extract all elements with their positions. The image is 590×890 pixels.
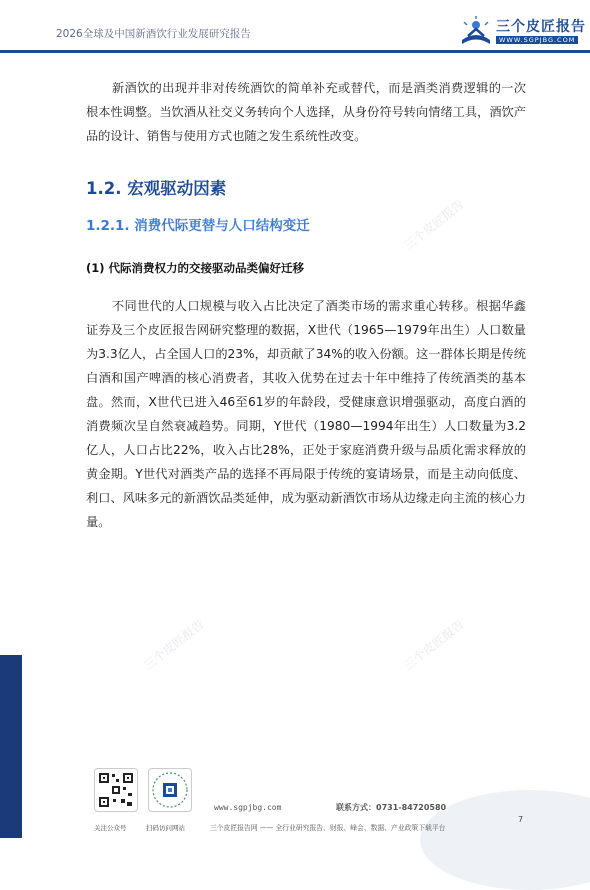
header-title: 2026全球及中国新酒饮行业发展研究报告 (56, 28, 251, 40)
qr-code-icon (149, 769, 191, 811)
qr-label-wechat: 关注公众号 (94, 824, 127, 832)
left-accent-bar (0, 655, 22, 838)
footer-website-link[interactable]: www.sgpjbg.com (214, 803, 282, 812)
watermark: 三个皮匠报告 (141, 617, 207, 673)
logo-url: WWW.SGPJBG.COM (496, 36, 578, 44)
watermark: 三个皮匠报告 (401, 197, 467, 253)
intro-paragraph: 新酒饮的出现并非对传统酒饮的简单补充或替代，而是酒类消费逻辑的一次根本性调整。当饮酒从社交义务转向个人选择，从身份符号转向情绪工具，酒饮产品的设计、销售与使用方式也随之发生系统性改变。 (86, 81, 526, 143)
subsection-heading: 1.2.1. 消费代际更替与人口结构变迁 (86, 218, 310, 234)
page-number: 7 (518, 815, 524, 824)
logo-text: 三个皮匠报告 (496, 19, 586, 35)
subsubsection-heading: (1) 代际消费权力的交接驱动品类偏好迁移 (86, 261, 305, 275)
body-paragraph: 不同世代的人口规模与收入占比决定了酒类市场的需求重心转移。根据华鑫证券及三个皮匠报告网研究整理的数据，X世代（1965—1979年出生）人口数量为3.3亿人，占全国人口的23%，却贡献了34%的收入份额。这一群体长期是传统白酒和国产啤酒的核心消费者，其收入优势在过去十年中维持了传统酒类的基本盘。然而，X世代已进入46至61岁的年龄段，受健康意识增强驱动，高度白酒的消费频次呈自然衰减趋势。同期，Y世代（1980—1994年出生）人口数量为3.2亿人，人口占比22%，收入占比28%，正处于家庭消费升级与品质化需求释放的黄金期。Y世代对酒类产品的选择不再局限于传统的宴请场景，而是主动向低度、利口、风味多元的新酒饮品类延伸，成为驱动新酒饮市场从边缘走向主流的核心力量。 (86, 299, 526, 529)
qr-code-wechat[interactable] (94, 768, 138, 812)
qr-code-icon (95, 769, 137, 811)
header-divider (0, 50, 590, 53)
qr-code-website[interactable] (148, 768, 192, 812)
logo-icon (458, 16, 494, 48)
footer-contact: 联系方式：0731-84720580 (336, 803, 447, 812)
section-heading: 1.2. 宏观驱动因素 (86, 179, 227, 198)
brand-logo[interactable] (458, 16, 586, 48)
footer-description: 三个皮匠报告网 —— 全行业研究报告、财报、峰会、数据、产业政策下载平台 (210, 824, 446, 832)
watermark: 三个皮匠报告 (401, 617, 467, 673)
qr-label-website: 扫码访问网站 (146, 824, 185, 832)
